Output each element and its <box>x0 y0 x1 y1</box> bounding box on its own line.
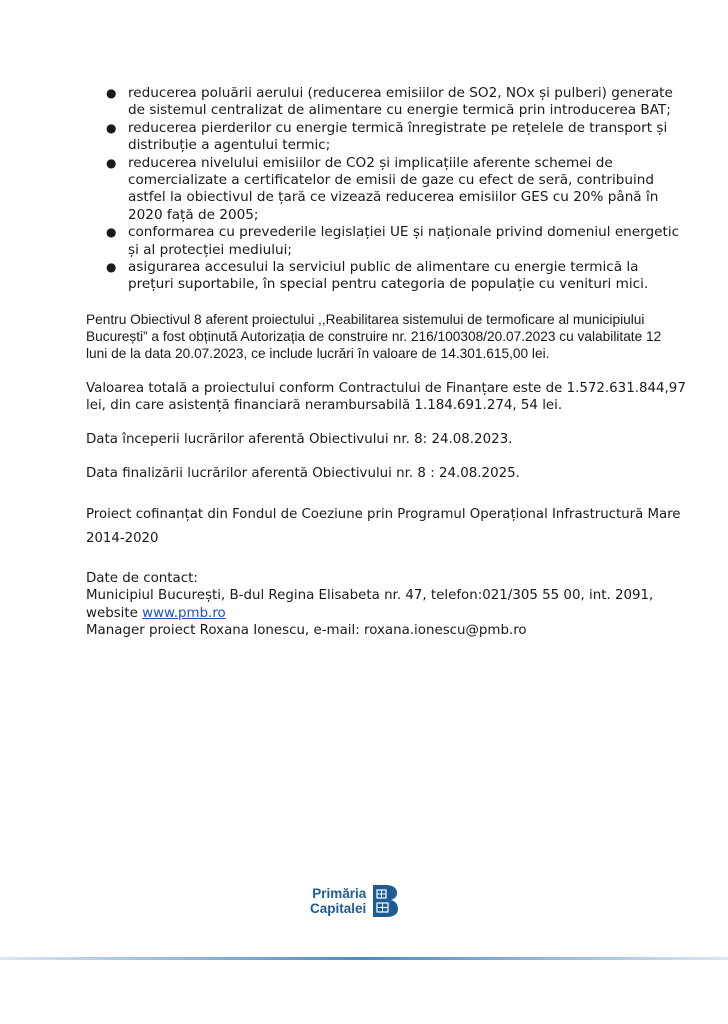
project-value-paragraph: Valoarea totală a proiectului conform Contractului de Finanțare este de 1.572.631.844,97 lei, din care asistență financiară nerambursabilă 1.184.691.274, 54 lei. <box>86 381 686 414</box>
logo-line-2: Capitalei <box>310 901 367 916</box>
contact-block <box>86 570 686 640</box>
footer-divider <box>0 957 728 960</box>
list-item: ● asigurarea accesului la serviciul public de alimentare cu energie termică la prețuri suportabile, în special pentru categoria de populație cu venituri mici. <box>106 259 649 293</box>
start-date-paragraph: Data începerii lucrărilor aferentă Obiectivului nr. 8: 24.08.2023. <box>86 432 513 447</box>
list-item: ● reducerea poluării aerului (reducerea emisiilor de SO2, NOx și pulberi) generate de sistemul centralizat de alimentare cu energie termică prin introducerea BAT; <box>106 85 673 119</box>
primaria-capitalei-logo <box>310 878 430 924</box>
objective-paragraph: Pentru Obiectivul 8 aferent proiectului ,,Reabilitarea sistemului de termoficare al municipiului București” a fost obținută Autorizația de construire nr. 216/100308/20.07.2023 cu valabilitate 12 luni de la data 20.07.2023, ce include lucrări în valoare de 14.301.615,00 lei. <box>86 312 662 362</box>
contact-heading: Date de contact: <box>86 571 198 586</box>
bullet-icon: ● <box>106 225 117 240</box>
logo-emblem-icon <box>370 883 400 919</box>
list-item: ● conformarea cu prevederile legislației UE și naționale privind domeniul energetic și al protecției mediului; <box>106 224 680 258</box>
bullet-icon: ● <box>106 86 117 100</box>
objectives-list <box>106 85 686 294</box>
end-date-paragraph: Data finalizării lucrărilor aferentă Obiectivului nr. 8 : 24.08.2025. <box>86 466 520 481</box>
contact-manager: Manager proiect Roxana Ionescu, e-mail: roxana.ionescu@pmb.ro <box>86 623 527 639</box>
bullet-icon: ● <box>106 260 117 275</box>
contact-address-text: Municipiul București, B-dul Regina Elisabeta nr. 47, telefon:021/305 55 00, int. 2091, website <box>86 588 654 621</box>
list-item: ● reducerea pierderilor cu energie termică înregistrate pe rețelele de transport și distribuție a agentului termic; <box>106 119 668 154</box>
list-item: ● reducerea nivelului emisiilor de CO2 și implicațiile aferente schemei de comercializate a certificatelor de emisii de gaze cu efect de seră, contribuind astfel la obiectivul de țară ce vizează reducerea emisiilor GES cu 20% până în 2020 față de 2005; <box>106 154 659 223</box>
cofinancing-paragraph: Proiect cofinanțat din Fondul de Coeziune prin Programul Operațional Infrastructură Mare 2014-2020 <box>86 507 681 546</box>
contact-address <box>86 587 686 622</box>
bullet-icon: ● <box>106 155 117 170</box>
logo-line-1: Primăria <box>312 886 367 901</box>
website-link[interactable]: www.pmb.ro <box>142 605 226 621</box>
logo-text <box>310 886 366 916</box>
bullet-icon: ● <box>106 120 117 135</box>
